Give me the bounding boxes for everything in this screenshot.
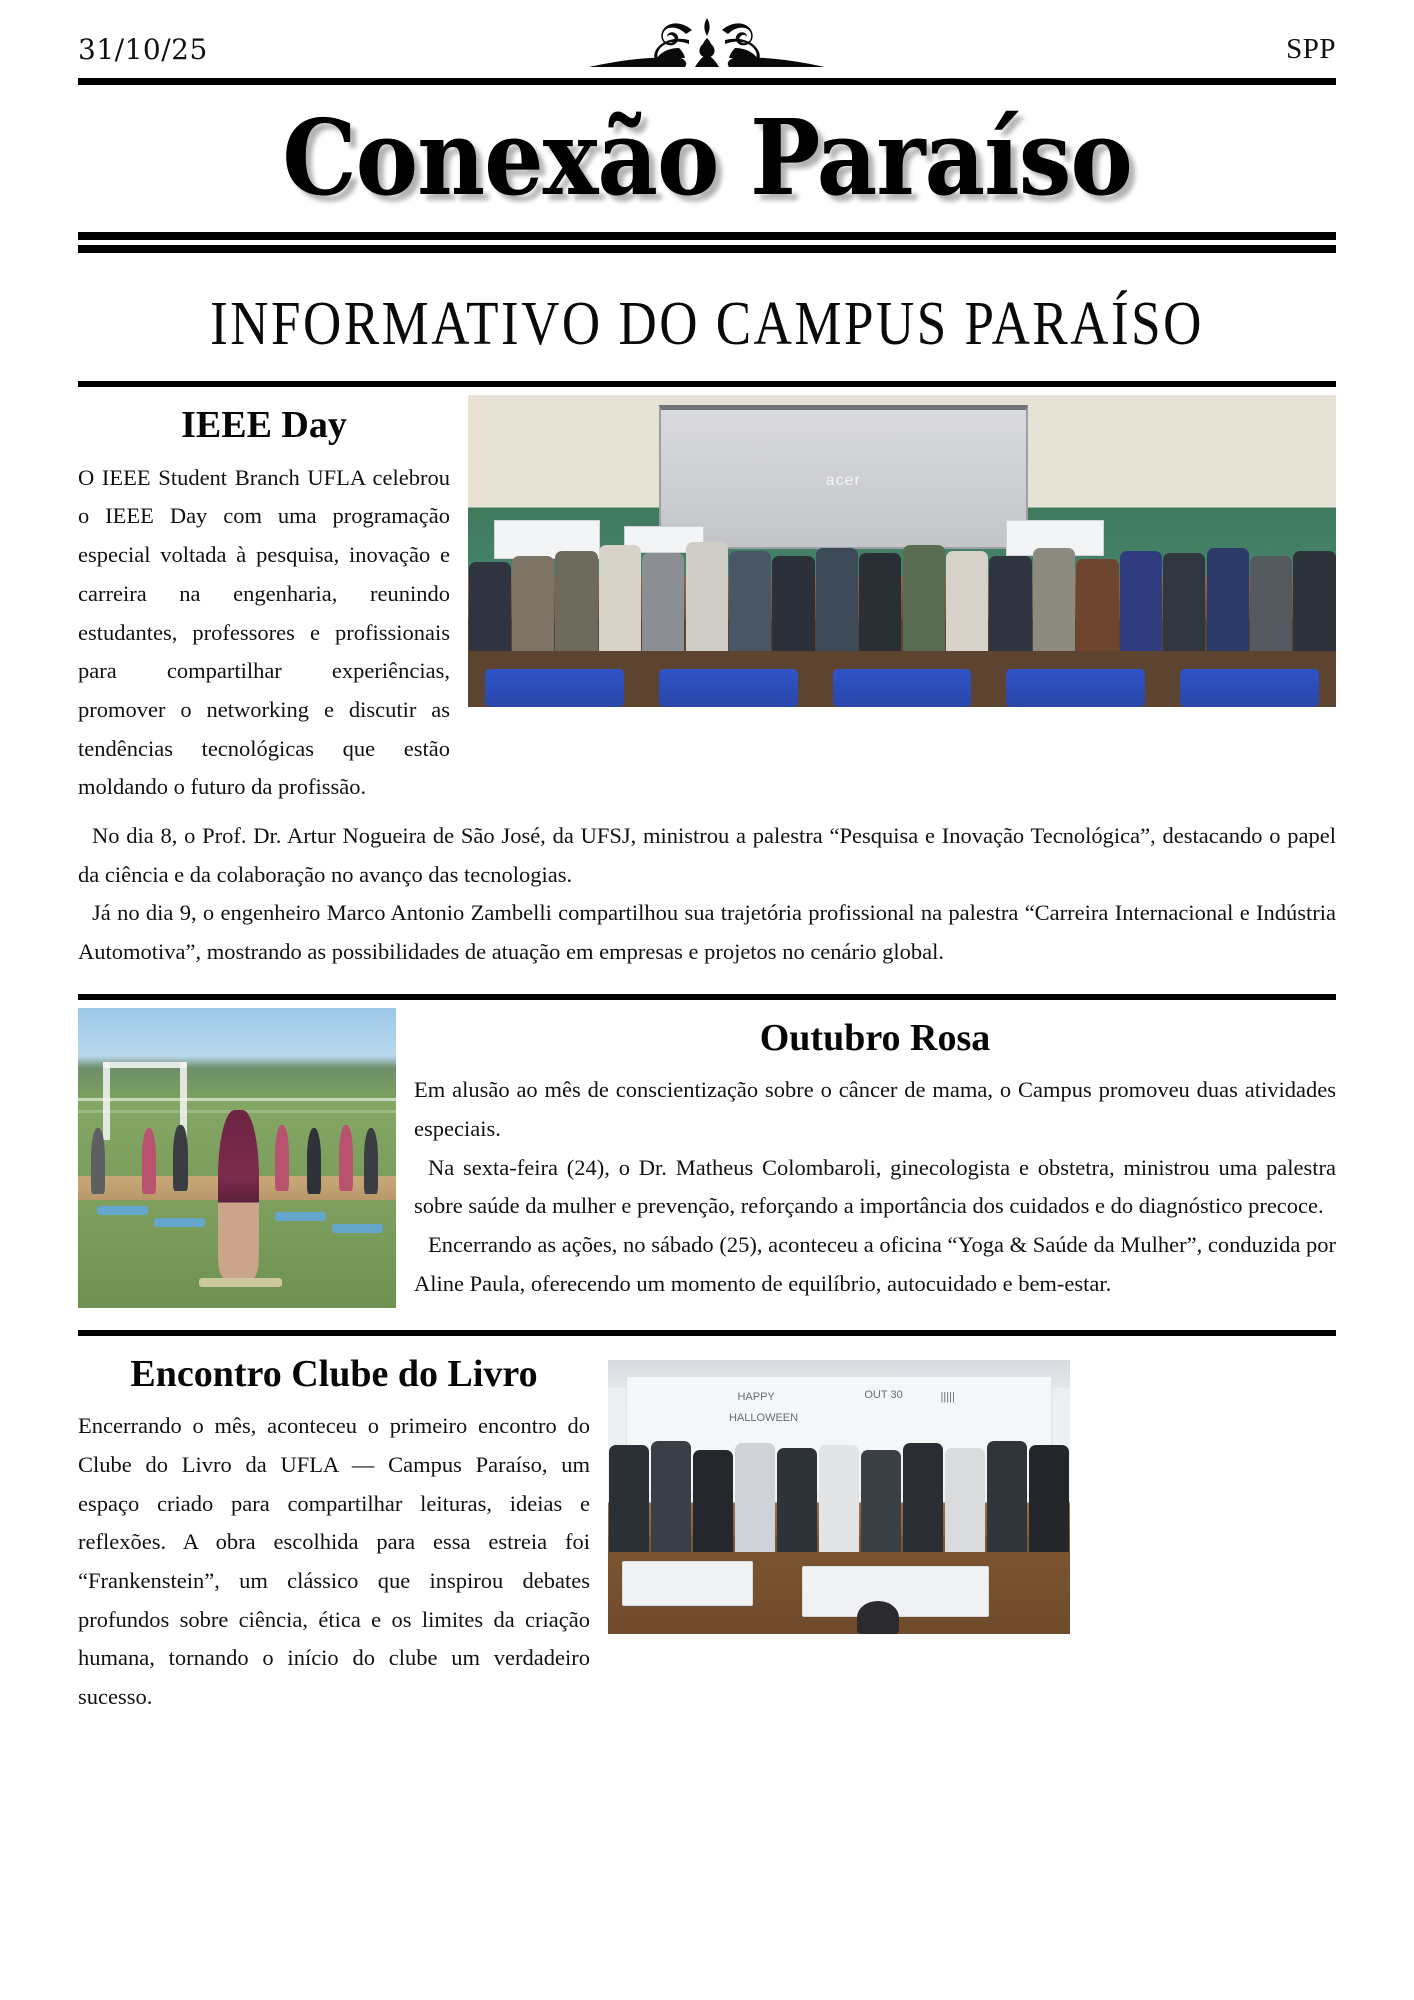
masthead-subtitle: INFORMATIVO DO CAMPUS PARAÍSO xyxy=(210,289,1204,359)
photo-ieee-day xyxy=(468,395,1336,707)
publication-date: 31/10/25 xyxy=(78,33,208,66)
top-rule xyxy=(78,78,1336,85)
article-clube-do-livro xyxy=(78,1336,1336,1717)
page-title: Conexão Paraíso xyxy=(282,96,1132,219)
photo-outubro-rosa xyxy=(78,1008,396,1308)
article-outubro-paragraph-3: Encerrando as ações, no sábado (25), aconteceu a oficina “Yoga & Saúde da Mulher”, conduzida por Aline Paula, oferecendo um momento de equilíbrio, autocuidado e bem-estar. xyxy=(414,1232,1336,1296)
crowd-row xyxy=(468,508,1336,652)
headline-ieee-day: IEEE Day xyxy=(181,404,347,447)
ornamental-divider-icon xyxy=(537,12,877,76)
yoga-instructor xyxy=(218,1110,259,1278)
masthead-topbar xyxy=(78,0,1336,72)
article-ieee-day xyxy=(78,387,1336,972)
article-ieee-paragraph-2: No dia 8, o Prof. Dr. Artur Nogueira de São José, da UFSJ, ministrou a palestra “Pesquisa e Inovação Tecnológica”, destacando o papel da ciência e da colaboração no avanço das tecnologias. xyxy=(78,822,1336,887)
whiteboard: HAPPY HALLOWEEN OUT 30 ||||| xyxy=(626,1376,1051,1493)
article-ieee-paragraph-3: Já no dia 9, o engenheiro Marco Antonio Zambelli compartilhou sua trajetória profissional na palestra “Carreira Internacional e Indústria Automotiva”, mostrando as possibilidades de atuação em empresas e projetos no cenário global. xyxy=(78,900,1336,965)
article-outubro-paragraph-2: Na sexta-feira (24), o Dr. Matheus Colombaroli, ginecologista e obstetra, ministrou uma palestra sobre saúde da mulher e prevenção, reforçando a importância dos cuidados e do diagnóstico precoce. xyxy=(414,1154,1336,1219)
article-outubro-paragraph-1: Em alusão ao mês de conscientização sobre o câncer de mama, o Campus promoveu duas atividades especiais. xyxy=(414,1077,1336,1141)
stool xyxy=(857,1601,899,1634)
photo-clube-do-livro xyxy=(608,1360,1070,1634)
article-ieee-lead: O IEEE Student Branch UFLA celebrou o IEEE Day com uma programação especial voltada à pesquisa, inovação e carreira na engenharia, reunindo estudantes, professores e profissionais para compartilhar experiências, promover o networking e discutir as tendências tecnológicas que estão moldando o futuro da profissão. xyxy=(78,464,450,800)
headline-clube-do-livro: Encontro Clube do Livro xyxy=(130,1352,538,1395)
article-outubro-rosa xyxy=(78,1000,1336,1308)
masthead xyxy=(78,85,1336,219)
masthead-double-rule xyxy=(78,232,1336,253)
crowd-row xyxy=(608,1431,1070,1552)
headline-outubro-rosa: Outubro Rosa xyxy=(759,1016,991,1059)
desk-row xyxy=(468,645,1336,707)
edition-mark: SPP xyxy=(1286,33,1336,65)
article-clube-paragraph-1: Encerrando o mês, aconteceu o primeiro encontro do Clube do Livro da UFLA — Campus Paraíso, um espaço criado para compartilhar leituras, ideias e reflexões. A obra escolhida para essa estreia foi “Frankenstein”, um clássico que inspirou debates profundos sobre ciência, ética e os limites da criação humana, tornando o início do clube um verdadeiro sucesso. xyxy=(78,1413,590,1710)
